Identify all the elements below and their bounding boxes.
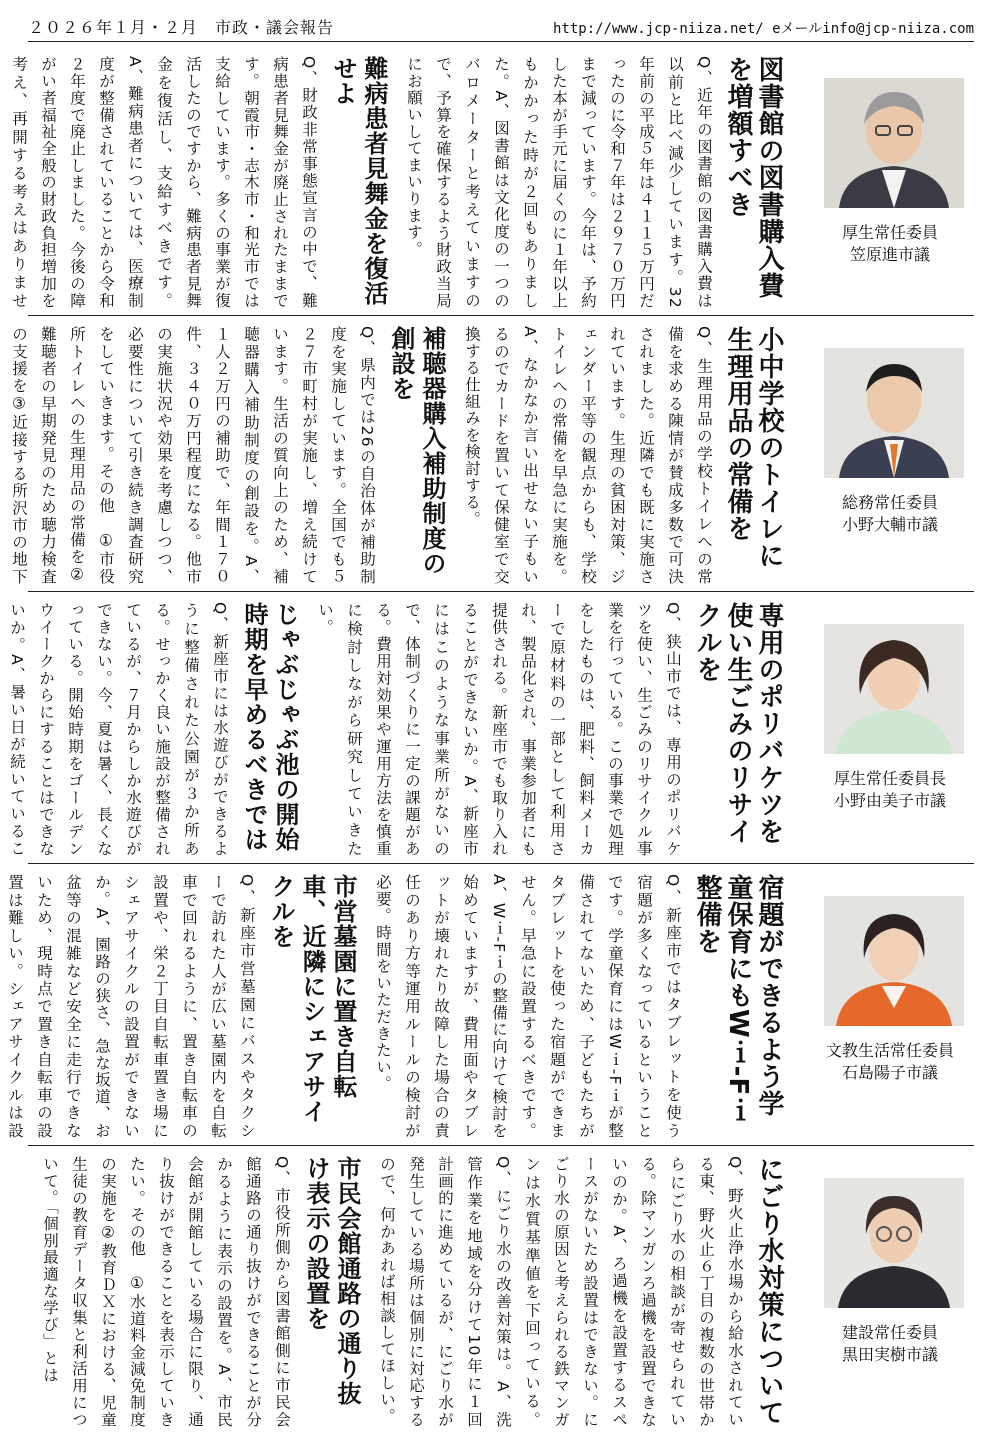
section-body: Q、野火止浄水場から給水されている東、野火止６丁目の複数の世帯からにごり水の相談が寄せられている。除マンガンろ過機を設置できないのか。A、ろ過機を設置するスペースがないため設置はできない。にごり水の原因と考えられる鉄マンガンは水質基準値を下回っている。Q、にごり水の改善対策は。A、洗管作業を地域を分けて10年に１回計画的に進めているが、にごり水が発生している場所は個別に対応するので、何かあれば相談してほしい。 bbox=[378, 1156, 744, 1428]
councillor-name: 笠原進市議 bbox=[849, 245, 930, 264]
councillor-profile bbox=[806, 864, 974, 1145]
portrait-icon bbox=[824, 896, 964, 1026]
report-section-ono-yumiko bbox=[8, 592, 974, 864]
section-subtitle: 難病患者見舞金を復活せよ bbox=[329, 56, 388, 306]
councillor-name: 小野大輔市議 bbox=[841, 515, 938, 534]
report-text bbox=[10, 316, 798, 591]
section-body-2: Q、新座市には水遊びができるように整備された公園が３か所ある。せっかく良い施設が整備されているが、７月からしか水遊びができない。今、夏は暑く、長くなっている。開始時期をゴールデンウイークからにすることはできないか。A、暑い日が続いているこ bbox=[8, 602, 229, 857]
councillor-name: 小野由美子市議 bbox=[833, 791, 946, 810]
councillor-profile bbox=[806, 316, 974, 591]
report-text bbox=[28, 1146, 798, 1434]
councillor-name: 黒田実樹市議 bbox=[841, 1345, 938, 1364]
report-text bbox=[6, 864, 798, 1145]
councillor-photo bbox=[824, 348, 964, 478]
councillor-name: 石島陽子市議 bbox=[841, 1063, 938, 1082]
committee-role: 厚生常任委員長 bbox=[833, 769, 946, 788]
section-body-2: Q、県内では26の自治体が補助制度を実施しています。全国でも５２７市町村が実施し、増え続けています。生活の質向上のため、補聴器購入補助制度の創設を。A、１人２万円の補助で、年間１７０件、３４０万円程度になる。他市の実施状況や効果を考慮しつつ、必要性について引き続き調査研究をしていきます。その他 ①市役所トイレへの生理用品の常備を②難聴者の早期発見のため聴力検査の支援を③近接する所沢市の地下 bbox=[10, 326, 376, 585]
section-body: Q、生理用品の学校トイレへの常備を求める陳情が賛成多数で可決されました。近隣でも既に実施されています。生理の貧困対策、ジェンダー平等の観点からも、学校トイレへの常備を早急に実施を。A、なかなか言い出せない子もいるのでカードを置いて保健室で交換する仕組みを検討する。 bbox=[463, 326, 713, 585]
section-body-2: Q、市役所側から図書館側に市民会館通路の通り抜けができることが分かるように表示の設置を。A、市民会館が開館している場合に限り、通り抜けができることを表示していきたい。その他 ①水道料金減免制度の実施を②教育ＤＸにおける、児童生徒の教育データ収集と利活用について。「個別最適な学び」とは bbox=[41, 1156, 291, 1428]
councillor-profile bbox=[806, 592, 974, 863]
councillor-photo bbox=[824, 624, 964, 754]
section-title: 小中学校のトイレに生理用品の常備を bbox=[723, 326, 784, 569]
councillor-photo bbox=[824, 896, 964, 1026]
section-subtitle: じゃぶじゃぶ池の開始時期を早めるべきでは bbox=[240, 602, 299, 852]
report-section-kasahara bbox=[10, 46, 974, 316]
section-subtitle: 市営墓園に置き自転車、近隣にシェアサイクルを bbox=[267, 874, 357, 1124]
section-body: Q、新座市ではタブレットを使う宿題が多くなっているということです。学童保育にはWｉ-Fｉが整備されてないため、子どもたちがタブレットを使った宿題ができません。早急に設置するべきです。A、Wｉ-Fｉの整備に向けて検討を始めていますが、費用面やタブレットが壊れたり故障した場合の責任のあり方等運用ルールの検討が必要。時間をいただきたい。 bbox=[374, 874, 682, 1139]
report-text bbox=[8, 592, 798, 863]
page-header bbox=[28, 12, 974, 42]
report-section-kuroda bbox=[28, 1146, 974, 1434]
councillor-photo bbox=[824, 78, 964, 208]
report-section-ishijima bbox=[6, 864, 974, 1146]
section-body-2: Q、財政非常事態宣言の中で、難病患者見舞金が廃止されたままです。朝霞市・志木市・和光市では支給しています。多くの事業が復活したのですから、難病患者見舞金を復活し、支給すべきです。A、難病患者については、医療制度が整備されていることから令和２年度で廃止しました。今後の障がい者福祉全般の財政負担増加を考え、再開する考えはありませ bbox=[10, 56, 318, 309]
portrait-icon bbox=[824, 78, 964, 208]
section-title: 図書館の図書購入費を増額すべき bbox=[723, 56, 784, 299]
councillor-caption bbox=[806, 1322, 974, 1366]
section-body: Q、近年の図書館の図書購入費は以前と比べ減少しています。32年前の平成５年は４１１５万円だったのに令和７年は２９７０万円まで減っています。今年は、予約した本が手元に届くのに１年以上もかかった時が２回もありました。A、図書館は文化度の一つのバロメーターと考えていますので、予算を確保するよう財政当局にお願いしてまいります。 bbox=[405, 56, 713, 309]
councillor-caption bbox=[806, 492, 974, 536]
section-subtitle: 補聴器購入補助制度の創設を bbox=[387, 326, 446, 576]
report-section-ono-daisuke bbox=[10, 316, 974, 592]
section-body: Q、狭山市では、専用のポリバケツを使い、生ごみのリサイクル事業を行っている。この事業で処理をしたものは、肥料、飼料メーカーで原材料の一部として利用され、製品化され、事業参加者にも提供される。新座市でも取り入れることができないか。A、新座市にはこのような事業所がないので、体制づくりに一定の課題がある。費用対効果や運用方法を慎重に検討しながら研究していきたい。 bbox=[316, 602, 682, 857]
section-body-2: Q、新座市営墓園にバスやタクシーで訪れた人が広い墓園内を自転車で回れるように、置き自転車の設置や、栄２丁目自転車置き場にシェアサイクルの設置ができないか。A、園路の狭さ、急な坂道、お盆等の混雑など安全に走行できないため、現時点で置き自転車の設置は難しい。シェアサイクルは設 bbox=[6, 874, 256, 1139]
portrait-icon bbox=[824, 1178, 964, 1308]
councillor-profile bbox=[806, 1146, 974, 1434]
section-title: 宿題ができるよう学童保育にもWｉ-Fｉ整備を bbox=[692, 874, 784, 1124]
section-title: 専用のポリバケツを使い生ごみのリサイクルを bbox=[692, 602, 784, 845]
report-text bbox=[10, 46, 798, 315]
councillor-caption bbox=[806, 1040, 974, 1084]
committee-role: 総務常任委員 bbox=[841, 493, 938, 512]
section-subtitle: 市民会館通路の通り抜け表示の設置を bbox=[302, 1156, 361, 1406]
contact-info: http://www.jcp-niiza.net/ eメールinfo@jcp-niiza.com bbox=[552, 21, 974, 37]
committee-role: 文教生活常任委員 bbox=[825, 1041, 954, 1060]
committee-role: 厚生常任委員 bbox=[841, 223, 938, 242]
councillor-photo bbox=[824, 1178, 964, 1308]
councillor-profile bbox=[806, 46, 974, 315]
councillor-caption bbox=[806, 768, 974, 812]
committee-role: 建設常任委員 bbox=[841, 1323, 938, 1342]
portrait-icon bbox=[824, 348, 964, 478]
section-title: にごり水対策について bbox=[754, 1156, 784, 1426]
councillor-caption bbox=[806, 222, 974, 266]
portrait-icon bbox=[824, 624, 964, 754]
issue-date-title: ２０２６年１月・２月 市政・議会報告 bbox=[28, 18, 335, 37]
